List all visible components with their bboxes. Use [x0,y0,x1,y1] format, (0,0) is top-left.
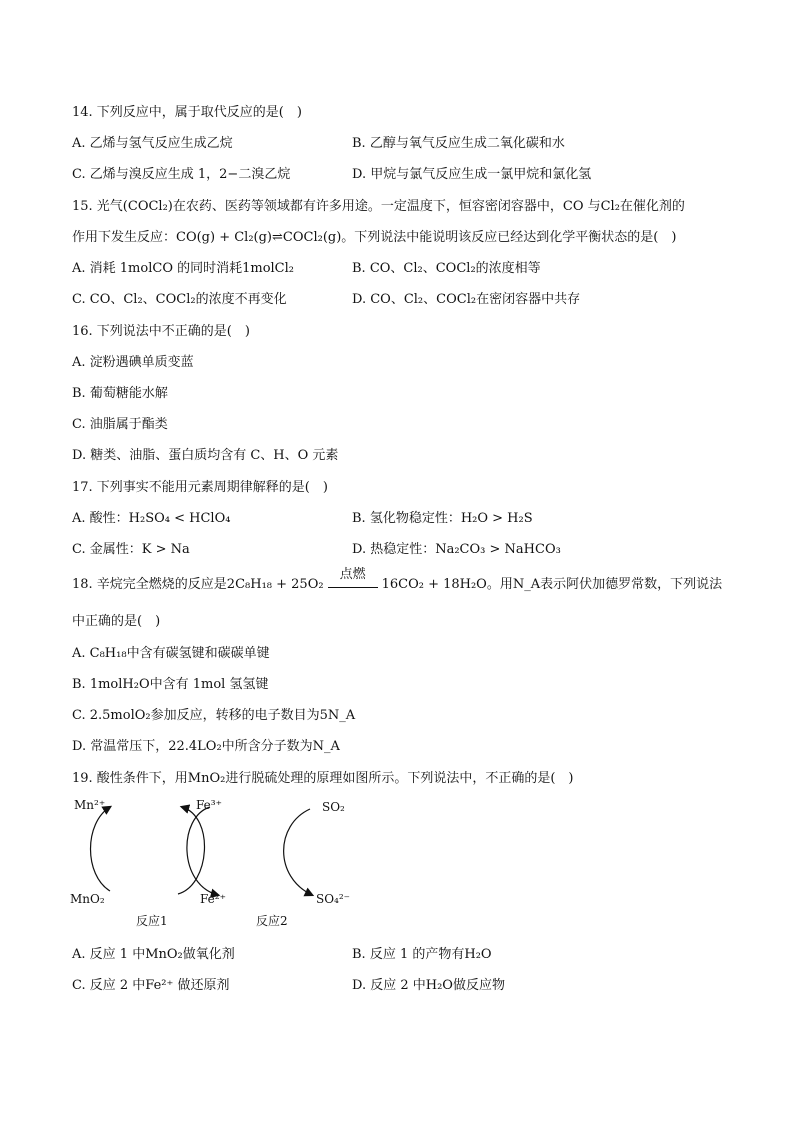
q16-option-c[interactable]: C. 油脂属于酯类 [72,417,168,432]
label-reaction2: 反应2 [256,914,288,928]
cycle1-left-arc [91,807,111,891]
cycle2-left-arc [187,807,218,895]
q14-option-c[interactable]: C. 乙烯与溴反应生成 1，2−二溴乙烷 [72,167,291,182]
label-fe3plus: Fe³⁺ [196,798,222,812]
q19-option-a[interactable]: A. 反应 1 中MnO₂做氧化剂 [72,947,235,962]
q17-option-d[interactable]: D. 热稳定性：Na₂CO₃ > NaHCO₃ [352,542,561,557]
q18-stem-pre: 18. 辛烷完全燃烧的反应是2C₈H₁₈ + 25O₂ [72,577,324,592]
q16-stem: 16. 下列说法中不正确的是( ) [72,324,250,339]
label-reaction1: 反应1 [136,914,168,928]
q19-option-b[interactable]: B. 反应 1 的产物有H₂O [352,947,492,962]
q15-stem-line1: 15. 光气(COCl₂)在农药、医药等领域都有许多用途。一定温度下，恒容密闭容器中，CO 与Cl₂在催化剂的 [72,199,685,214]
q16-option-b[interactable]: B. 葡萄糖能水解 [72,386,168,401]
label-so2: SO₂ [322,800,345,814]
q18-option-c[interactable]: C. 2.5molO₂参加反应，转移的电子数目为5N_A [72,708,356,723]
label-mn2plus: Mn²⁺ [74,798,106,812]
q15-option-c[interactable]: C. CO、Cl₂、COCl₂的浓度不再变化 [72,292,287,307]
q15-stem-line2: 作用下发生反应：CO(g) + Cl₂(g)⇌COCl₂(g)。下列说法中能说明该反应已经达到化学平衡状态的是( ) [72,230,677,245]
q17-option-c[interactable]: C. 金属性：K > Na [72,542,190,557]
q14-option-a[interactable]: A. 乙烯与氢气反应生成乙烷 [72,136,233,151]
q18-stem-line1 [72,567,723,594]
label-fe2plus: Fe²⁺ [200,892,226,906]
reaction-condition [328,567,378,588]
q17-option-a[interactable]: A. 酸性：H₂SO₄ < HClO₄ [72,511,231,526]
q14-option-d[interactable]: D. 甲烷与氯气反应生成一氯甲烷和氯化氢 [352,167,592,182]
label-mno2: MnO₂ [70,892,105,906]
q18-option-a[interactable]: A. C₈H₁₈中含有碳氢键和碳碳单键 [72,646,270,661]
q19-stem: 19. 酸性条件下，用MnO₂进行脱硫处理的原理如图所示。下列说法中，不正确的是( ) [72,771,574,786]
condition-label: 点燃 [339,567,366,582]
q18-stem-line2: 中正确的是( ) [72,614,161,629]
q18-option-b[interactable]: B. 1molH₂O中含有 1mol 氢氢键 [72,677,269,692]
q16-option-d[interactable]: D. 糖类、油脂、蛋白质均含有 C、H、O 元素 [72,448,339,463]
q19-option-d[interactable]: D. 反应 2 中H₂O做反应物 [352,978,505,993]
q15-option-b[interactable]: B. CO、Cl₂、COCl₂的浓度相等 [352,261,541,276]
q16-option-a[interactable]: A. 淀粉遇碘单质变蓝 [72,355,194,370]
condition-bar [328,587,378,588]
q17-option-b[interactable]: B. 氢化物稳定性：H₂O > H₂S [352,511,533,526]
q17-stem: 17. 下列事实不能用元素周期律解释的是( ) [72,480,328,495]
q14-option-b[interactable]: B. 乙醇与氧气反应生成二氧化碳和水 [352,136,565,151]
cycle1-right-arc [178,807,204,894]
q14-stem: 14. 下列反应中，属于取代反应的是( ) [72,105,302,120]
cycle2-right-arc [284,809,312,895]
q19-option-c[interactable]: C. 反应 2 中Fe²⁺ 做还原剂 [72,978,230,993]
q15-option-a[interactable]: A. 消耗 1molCO 的同时消耗1molCl₂ [72,261,295,276]
label-so4-2minus: SO₄²⁻ [316,892,351,906]
q15-option-d[interactable]: D. CO、Cl₂、COCl₂在密闭容器中共存 [352,292,581,307]
q18-stem-post: 16CO₂ + 18H₂O。用N_A表示阿伏加德罗常数，下列说法 [381,577,723,592]
q18-option-d[interactable]: D. 常温常压下，22.4LO₂中所含分子数为N_A [72,739,340,754]
desulfurization-cycle-diagram [60,795,370,935]
